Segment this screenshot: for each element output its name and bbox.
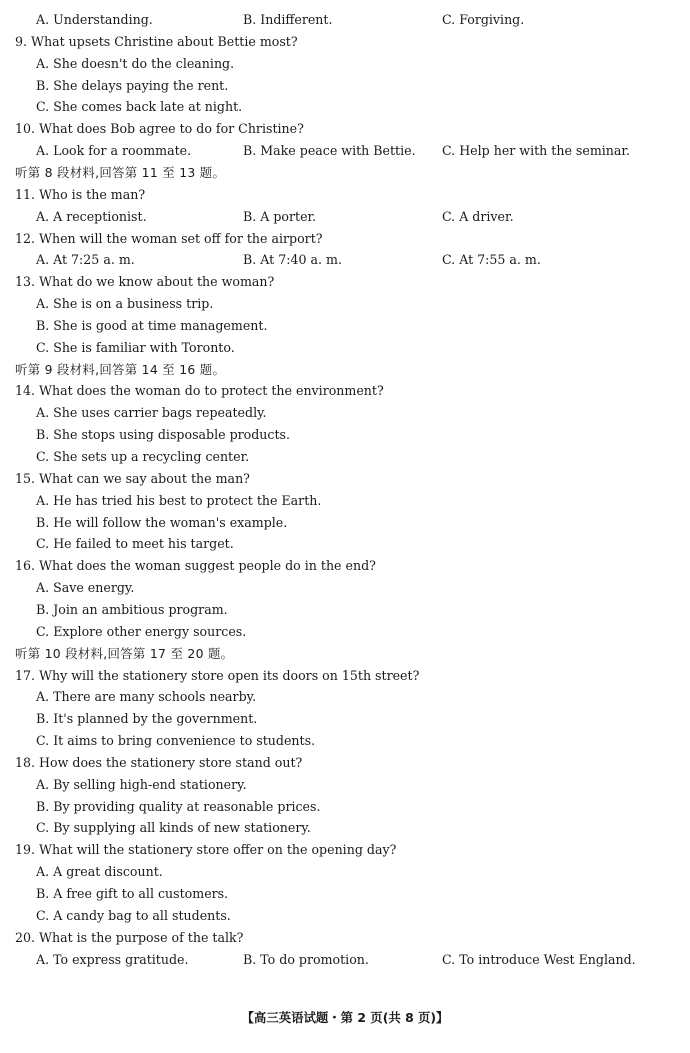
- answer-option: C. He failed to meet his target.: [36, 536, 234, 552]
- answer-option: C. A driver.: [442, 208, 514, 224]
- section-instruction: 听第 10 段材料,回答第 17 至 20 题。: [15, 645, 234, 661]
- answer-option: B. A free gift to all customers.: [36, 886, 229, 901]
- answer-option: C. She is familiar with Toronto.: [36, 339, 235, 355]
- question-stem: 13. What do we know about the woman?: [15, 274, 275, 290]
- answer-option: C. It aims to bring convenience to students.: [36, 733, 316, 749]
- option-row: [36, 250, 676, 270]
- answer-option: B. Join an ambitious program.: [36, 601, 228, 617]
- answer-option: C. To introduce West England.: [442, 951, 636, 967]
- question-stem: 20. What is the purpose of the talk?: [15, 929, 244, 945]
- option-row: [36, 141, 676, 161]
- question-stem: 12. When will the woman set off for the airport?: [15, 230, 323, 246]
- answer-option: A. At 7:25 a. m.: [36, 252, 135, 268]
- answer-option: C. She sets up a recycling center.: [36, 449, 250, 464]
- answer-option: A. She is on a business trip.: [36, 296, 214, 312]
- question-stem: 18. How does the stationery store stand out?: [15, 754, 303, 770]
- question-stem: 19. What will the stationery store offer on the opening day?: [15, 842, 397, 858]
- option-row: [36, 207, 676, 227]
- answer-option: B. Make peace with Bettie.: [243, 143, 416, 159]
- answer-option: A. She uses carrier bags repeatedly.: [36, 405, 267, 421]
- question-stem: 15. What can we say about the man?: [15, 470, 250, 486]
- answer-option: B. She is good at time management.: [36, 317, 268, 333]
- answer-option: A. There are many schools nearby.: [36, 689, 257, 705]
- answer-option: B. At 7:40 a. m.: [243, 252, 342, 268]
- answer-option: B. He will follow the woman's example.: [36, 514, 288, 530]
- section-instruction: 听第 9 段材料,回答第 14 至 16 题。: [15, 361, 226, 377]
- page-footer: 【高三英语试题・第 2 页(共 8 页)】: [241, 1010, 449, 1025]
- option-row: [36, 950, 676, 970]
- answer-option: C. At 7:55 a. m.: [442, 252, 541, 268]
- answer-option: C. She comes back late at night.: [36, 99, 243, 115]
- question-stem: 11. Who is the man?: [15, 186, 146, 202]
- answer-option: B. She stops using disposable products.: [36, 427, 290, 443]
- question-stem: 9. What upsets Christine about Bettie most?: [15, 33, 298, 49]
- answer-option: B. It's planned by the government.: [36, 711, 258, 727]
- question-stem: 16. What does the woman suggest people do in the end?: [15, 558, 376, 574]
- answer-option: A. To express gratitude.: [36, 951, 189, 967]
- answer-option: A. He has tried his best to protect the Earth.: [36, 492, 322, 508]
- answer-option: B. A porter.: [243, 208, 317, 224]
- answer-option: C. By supplying all kinds of new stationery.: [36, 820, 311, 836]
- answer-option: A. She doesn't do the cleaning.: [36, 55, 235, 71]
- answer-option: C. A candy bag to all students.: [36, 907, 231, 923]
- answer-option: C. Forgiving.: [442, 12, 525, 27]
- section-instruction: 听第 8 段材料,回答第 11 至 13 题。: [15, 164, 226, 180]
- answer-option: A. Save energy.: [36, 580, 135, 596]
- answer-option: A. By selling high-end stationery.: [36, 776, 247, 792]
- answer-option: A. A great discount.: [36, 864, 163, 880]
- answer-option: C. Help her with the seminar.: [442, 143, 631, 159]
- answer-option: B. By providing quality at reasonable prices.: [36, 798, 321, 814]
- answer-option: B. She delays paying the rent.: [36, 77, 229, 93]
- answer-option: A. Understanding.: [36, 12, 153, 27]
- answer-option: A. Look for a roommate.: [36, 143, 192, 159]
- option-row: [36, 10, 676, 30]
- question-stem: 17. Why will the stationery store open its doors on 15th street?: [15, 667, 420, 683]
- answer-option: B. Indifferent.: [243, 12, 333, 27]
- question-stem: 10. What does Bob agree to do for Christine?: [15, 121, 304, 137]
- answer-option: B. To do promotion.: [243, 951, 369, 967]
- question-stem: 14. What does the woman do to protect the environment?: [15, 383, 384, 399]
- answer-option: C. Explore other energy sources.: [36, 623, 247, 639]
- answer-option: A. A receptionist.: [36, 208, 147, 224]
